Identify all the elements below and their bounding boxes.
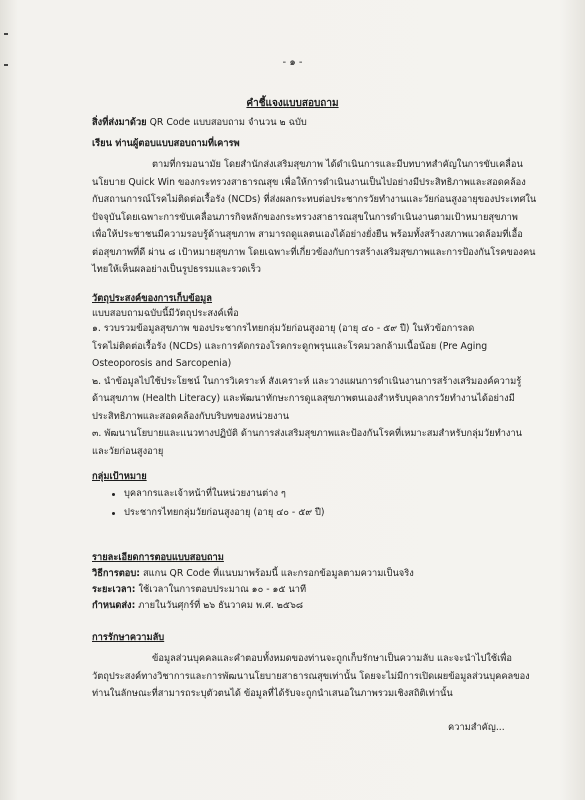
attachment-line (92, 117, 307, 129)
duration-text: ใช้เวลาในการตอบประมาณ ๑๐ - ๑๕ นาที (138, 584, 307, 595)
attachment-text: QR Code แบบสอบถาม จำนวน ๒ ฉบับ (149, 117, 307, 128)
objectives-line: Osteoporosis and Sarcopenia) (92, 358, 232, 369)
objectives-line: ๒. นำข้อมูลไปใช้ประโยชน์ ในการวิเคราะห์ สังเคราะห์ และวางแผนการดำเนินงานการสร้างเสริมองค์ความรู้ (92, 375, 522, 387)
objectives-line: ๓. พัฒนานโยบายและแนวทางปฏิบัติ ด้านการส่งเสริมสุขภาพและป้องกันโรคที่เหมาะสมสำหรับกลุ่มวัยทำงาน (92, 428, 523, 439)
method-label: วิธีการตอบ: (92, 568, 140, 579)
intro-line: เพื่อให้ประชาชนมีความรอบรู้ด้านสุขภาพ สามารถดูแลตนเองได้อย่างยั่งยืน พร้อมทั้งสร้างสภาพแวดล้อมที่เอื้อ (92, 229, 523, 240)
objectives-line: ด้านสุขภาพ (Health Literacy) และพัฒนาทักษะการดูแลสุขภาพตนเองสำหรับบุคลากรวัยทำงานได้อย่างมี (92, 393, 515, 404)
document-title: คำชี้แจงแบบสอบถาม (246, 98, 339, 109)
intro-line: กับสถานการณ์โรคไม่ติดต่อเรื้อรัง (NCDs) ที่ส่งผลกระทบต่อประชากรวัยทำงานและวัยก่อนสูงอายุของประเทศใน (92, 194, 537, 205)
privacy-line: วัตถุประสงค์ทางวิชาการและการพัฒนานโยบายสาธารณสุขเท่านั้น โดยจะไม่มีการเปิดเผยข้อมูลส่วนบุคคลของ (92, 670, 530, 682)
bullet-icon (112, 493, 115, 496)
target-heading: กลุ่มเป้าหมาย (92, 471, 147, 482)
objectives-line: โรคไม่ติดต่อเรื้อรัง (NCDs) และการคัดกรองโรคกระดูกพรุนและโรคมวลกล้ามเนื้อน้อย (Pre Aging (92, 340, 488, 352)
bullet-icon (112, 512, 115, 515)
deadline-label: กำหนดส่ง: (92, 600, 136, 611)
privacy-heading: การรักษาความลับ (92, 632, 165, 643)
salutation: เรียน ท่านผู้ตอบแบบสอบถามที่เคารพ (92, 138, 240, 149)
intro-line: ตามที่กรมอนามัย โดยสำนักส่งเสริมสุขภาพ ได้ดำเนินการและมีบทบาทสำคัญในการขับเคลื่อน (152, 159, 523, 170)
method-row (92, 568, 414, 580)
attachment-label: สิ่งที่ส่งมาด้วย (92, 117, 147, 128)
deadline-row (92, 600, 303, 612)
target-item: ประชากรไทยกลุ่มวัยก่อนสูงอายุ (อายุ ๔๐ - ๕๙ ปี) (124, 507, 325, 518)
objectives-line: ๑. รวบรวมข้อมูลสุขภาพ ของประชากรไทยกลุ่มวัยก่อนสูงอายุ (อายุ ๔๐ - ๕๙ ปี) ในหัวข้อการลด (92, 323, 475, 334)
page-number: - ๑ - (282, 57, 303, 68)
target-item: บุคลากรและเจ้าหน้าที่ในหน่วยงานต่าง ๆ (124, 488, 286, 499)
duration-label: ระยะเวลา: (92, 584, 136, 595)
intro-line: ปัจจุบันโดยเฉพาะการขับเคลื่อนภารกิจหลักของกระทรวงสาธารณสุขในการดำเนินงานตามเป้าหมายสุขภาพ (92, 211, 518, 223)
privacy-line: ท่านในลักษณะที่สามารถระบุตัวตนได้ ข้อมูลที่ได้รับจะถูกนำเสนอในภาพรวมเชิงสถิติเท่านั้น (92, 688, 453, 699)
scan-mark (4, 33, 8, 35)
objectives-line: ประสิทธิภาพและสอดคล้องกับบริบทของหน่วยงาน (92, 410, 290, 422)
intro-line: ไทยให้เห็นผลอย่างเป็นรูปธรรมและรวดเร็ว (92, 264, 261, 275)
duration-row (92, 584, 306, 596)
continuation-text: ความสำคัญ... (448, 722, 505, 733)
objective-intro: แบบสอบถามฉบับนี้มีวัตถุประสงค์เพื่อ (92, 308, 239, 319)
details-heading: รายละเอียดการตอบแบบสอบถาม (92, 552, 224, 563)
privacy-line: ข้อมูลส่วนบุคคลและคำตอบทั้งหมดของท่านจะถูกเก็บรักษาเป็นความลับ และจะนำไปใช้เพื่อ (152, 653, 513, 664)
deadline-text: ภายในวันศุกร์ที่ ๒๖ ธันวาคม พ.ศ. ๒๕๖๘ (138, 600, 304, 611)
intro-line: ต่อสุขภาพที่ดี ผ่าน ๘ เป้าหมายสุขภาพ โดยเฉพาะที่เกี่ยวข้องกับการสร้างเสริมสุขภาพและการป้องกันโรคของคน (92, 246, 536, 258)
intro-line: นโยบาย Quick Win ของกระทรวงสาธารณสุข เพื่อให้การดำเนินงานเป็นไปอย่างมีประสิทธิภาพและสอดคล้อง (92, 176, 526, 188)
objective-heading: วัตถุประสงค์ของการเก็บข้อมูล (92, 293, 213, 304)
method-text: สแกน QR Code ที่แนบมาพร้อมนี้ และกรอกข้อมูลตามความเป็นจริง (142, 568, 414, 579)
objectives-line: และวัยก่อนสูงอายุ (92, 445, 164, 457)
